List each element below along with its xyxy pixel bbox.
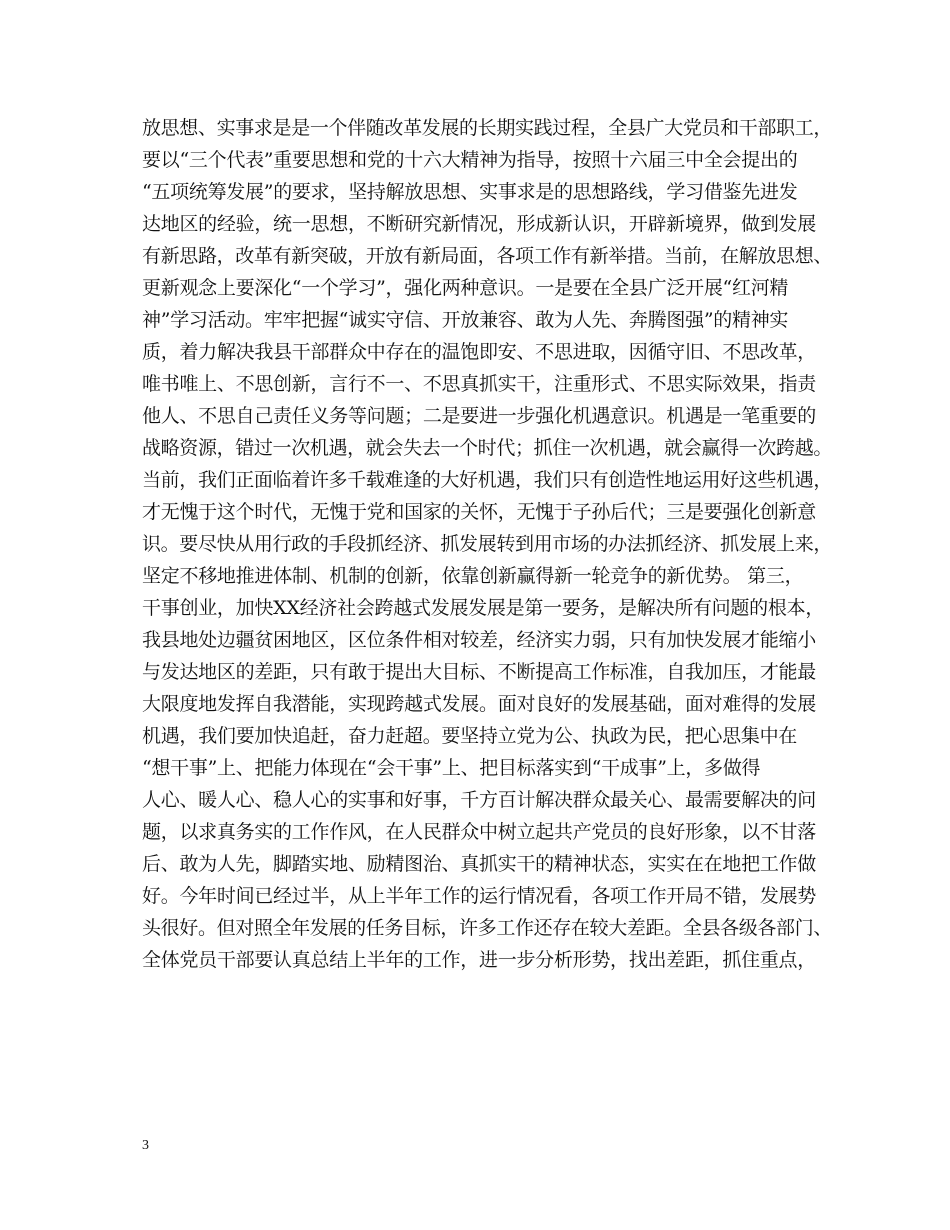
text-line: 人心、暖人心、稳人心的实事和好事，千方百计解决群众最关心、最需要解决的问 [142,789,817,811]
text-line: 干事创业，加快XX经济社会跨越式发展发展是第一要务，是解决所有问题的根本， [142,597,825,619]
text-line: 我县地处边疆贫困地区，区位条件相对较差，经济实力弱，只有加快发展才能缩小 [142,629,817,651]
text-line: 头很好。但对照全年发展的任务目标，许多工作还存在较大差距。全县各级各部门、 [142,917,833,939]
text-line: 与发达地区的差距，只有敢于提出大目标、不断提高工作标准，自我加压，才能最 [142,661,817,683]
text-line: 质，着力解决我县干部群众中存在的温饱即安、不思进取，因循守旧、不思改革， [142,341,817,363]
text-line: 放思想、实事求是是一个伴随改革发展的长期实践过程，全县广大党员和干部职工， [142,117,833,139]
text-line: “五项统筹发展”的要求，坚持解放思想、实事求是的思想路线，学习借鉴先进发 [142,181,798,203]
text-line: 唯书唯上、不思创新，言行不一、不思真抓实干，注重形式、不思实际效果，指责 [142,373,817,395]
text-line: 才无愧于这个时代，无愧于党和国家的关怀，无愧于子孙后代；三是要强化创新意 [142,501,817,523]
text-line: 机遇，我们要加快追赶，奋力赶超。要坚持立党为公、执政为民，把心思集中在 [142,725,798,747]
text-line: 题，以求真务实的工作作风，在人民群众中树立起共产党员的良好形象，以不甘落 [142,821,817,843]
text-line: 更新观念上要深化“一个学习”，强化两种意识。一是要在全县广泛开展“红河精 [142,277,789,299]
text-line: 识。要尽快从用行政的手段抓经济、抓发展转到用市场的办法抓经济、抓发展上来， [142,533,833,555]
text-line: 神”学习活动。牢牢把握“诚实守信、开放兼容、敢为人先、奔腾图强”的精神实 [142,309,789,331]
text-line: 全体党员干部要认真总结上半年的工作，进一步分析形势，找出差距，抓住重点， [142,949,817,971]
text-line: 坚定不移地推进体制、机制的创新，依靠创新赢得新一轮竞争的新优势。 第三， [142,565,804,587]
page-number: 3 [142,1138,149,1153]
text-line: 战略资源，错过一次机遇，就会失去一个时代；抓住一次机遇，就会赢得一次跨越。 [142,437,833,459]
body-text [142,112,842,976]
text-line: 好。今年时间已经过半，从上半年工作的运行情况看，各项工作开局不错，发展势 [142,885,817,907]
text-line: 有新思路，改革有新突破，开放有新局面，各项工作有新举措。当前，在解放思想、 [142,245,833,267]
text-line: 当前，我们正面临着许多千载难逢的大好机遇，我们只有创造性地运用好这些机遇， [142,469,833,491]
text-line: 后、敢为人先，脚踏实地、励精图治、真抓实干的精神状态，实实在在地把工作做 [142,853,817,875]
text-line: “想干事”上、把能力体现在“会干事”上、把目标落实到“干成事”上，多做得 [142,757,761,779]
text-line: 他人、不思自己责任义务等问题；二是要进一步强化机遇意识。机遇是一笔重要的 [142,405,817,427]
text-line: 要以“三个代表”重要思想和党的十六大精神为指导，按照十六届三中全会提出的 [142,149,798,171]
text-line: 达地区的经验，统一思想，不断研究新情况，形成新认识，开辟新境界，做到发展 [142,213,817,235]
text-line: 大限度地发挥自我潜能，实现跨越式发展。面对良好的发展基础，面对难得的发展 [142,693,817,715]
